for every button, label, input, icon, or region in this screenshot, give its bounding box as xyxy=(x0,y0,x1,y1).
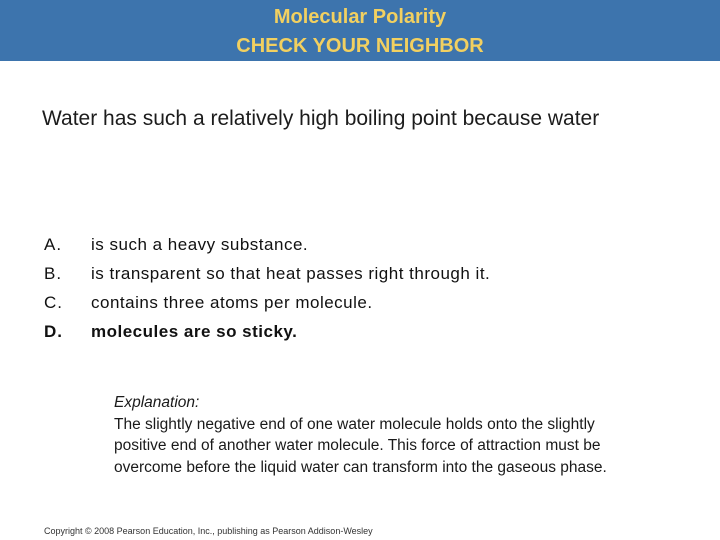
title-banner xyxy=(0,0,720,61)
option-d-correct xyxy=(44,317,684,346)
option-text: molecules are so sticky. xyxy=(91,322,298,341)
question-text: Water has such a relatively high boiling point because water xyxy=(42,107,600,130)
option-letter: C. xyxy=(44,293,63,312)
option-a xyxy=(44,230,684,259)
option-text: contains three atoms per molecule. xyxy=(91,293,373,312)
option-letter: B. xyxy=(44,264,63,283)
option-b xyxy=(44,259,684,288)
explanation-heading: Explanation: xyxy=(114,394,200,411)
answer-options-list xyxy=(44,230,684,346)
slide-title: Molecular Polarity xyxy=(273,6,447,28)
explanation-text: The slightly negative end of one water molecule holds onto the slightly positive end of another water molecule. This force of attraction must be overcome before the liquid water can transform into the gaseous phase. xyxy=(114,415,607,476)
explanation-block xyxy=(114,392,634,478)
option-letter: A. xyxy=(44,235,63,254)
option-c xyxy=(44,288,684,317)
option-text: is transparent so that heat passes right through it. xyxy=(91,264,491,283)
slide-subtitle: CHECK YOUR NEIGHBOR xyxy=(236,35,484,57)
option-text: is such a heavy substance. xyxy=(91,235,309,254)
copyright-notice: Copyright © 2008 Pearson Education, Inc., publishing as Pearson Addison-Wesley xyxy=(44,526,373,536)
option-letter: D. xyxy=(44,322,63,341)
